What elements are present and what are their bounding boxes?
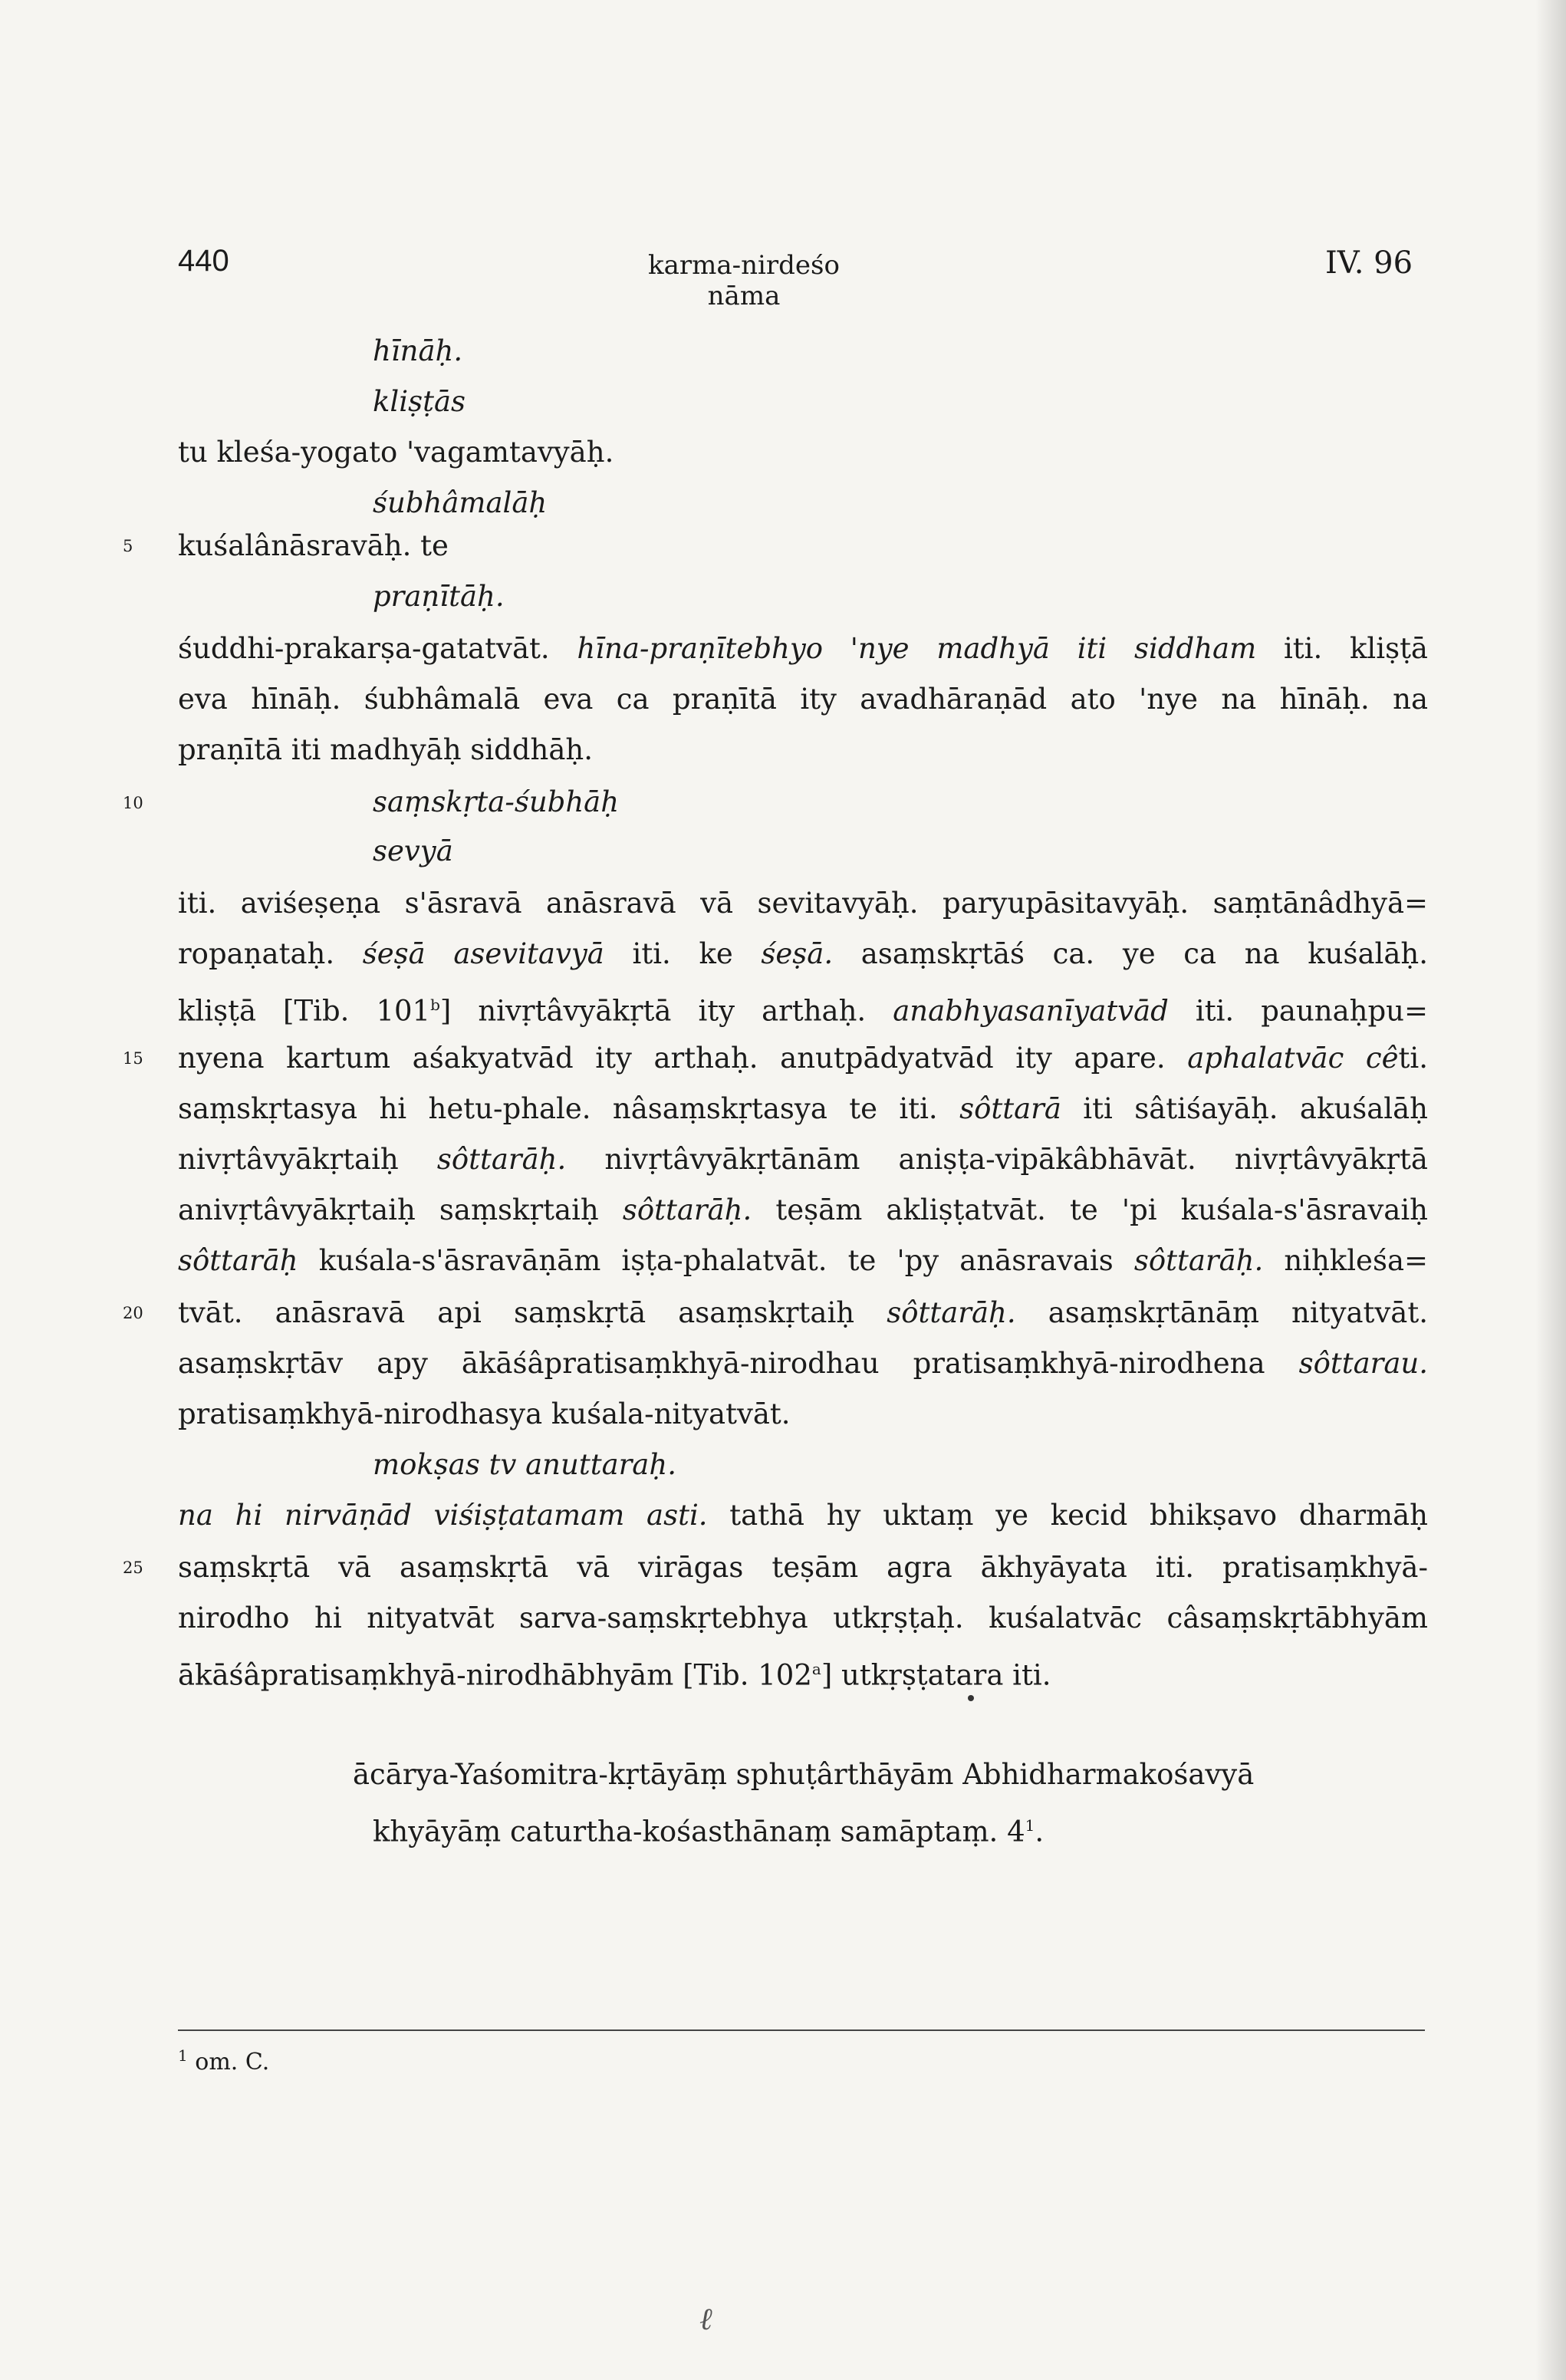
text-line (178, 523, 1428, 569)
text-line (178, 931, 1428, 977)
text-line (178, 430, 1428, 476)
running-header (0, 244, 1566, 311)
colophon-text: . (1035, 1815, 1045, 1848)
colophon-text: khyāyāṃ caturtha-kośasthānaṃ samāptaṃ. 4 (373, 1815, 1025, 1848)
verse-fragment: aphalatvāc cê (1187, 1042, 1399, 1075)
footnote-marker: 1 (178, 2046, 188, 2065)
text-span: kliṣṭā [Tib. 101 (178, 994, 431, 1028)
text-line (373, 1442, 1428, 1488)
colophon-line-1 (353, 1752, 1426, 1798)
text-line (178, 1493, 1428, 1539)
footnote-text: om. C. (195, 2049, 270, 2076)
text-span: ropaṇataḥ. (178, 937, 335, 970)
text-line (178, 1545, 1428, 1591)
colophon-line-2 (373, 1802, 1370, 1855)
footnote-rule (178, 2029, 1425, 2031)
text-span: teṣām akliṣṭatvāt. te 'pi kuśala-s'āsravaiḥ (775, 1193, 1429, 1226)
verse-fragment: saṃskṛta-śubhāḥ (373, 785, 620, 818)
verse-fragment: sôttarāḥ (178, 1244, 298, 1277)
text-span: ] utkṛṣṭatara iti. (821, 1658, 1051, 1692)
text-span: ] nivṛtâvyākṛtā ity arthaḥ. (439, 994, 867, 1028)
text-span: iti. kliṣṭā (1283, 632, 1428, 665)
text-line (178, 1187, 1428, 1233)
footnote (178, 2046, 269, 2076)
text-span: ākāśâpratisaṃkhyā-nirodhābhyām [Tib. 102 (178, 1658, 812, 1692)
footnote-ref: 1 (1025, 1816, 1035, 1835)
verse-fragment: śeṣā. (761, 937, 834, 970)
text-span: tathā hy uktaṃ ye kecid bhikṣavo dharmāḥ (729, 1499, 1429, 1532)
text-span: tvāt. anāsravā api saṃskṛtā asaṃskṛtaiḥ (178, 1296, 855, 1329)
verse-fragment: śubhâmalāḥ (373, 486, 548, 519)
verse-fragment: anabhyasanīyatvād (893, 994, 1169, 1028)
text-span: iti. aviśeṣeṇa s'āsravā anāsravā vā sevitavyāḥ. paryupāsitavyāḥ. saṃtānâdhyā= (178, 887, 1428, 920)
text-span: nyena kartum aśakyatvād ity arthaḥ. anutpādyatvād ity apare. (178, 1042, 1166, 1075)
text-span: iti sâtiśayāḥ. akuśalāḥ (1083, 1092, 1429, 1125)
superscript: a (811, 1660, 821, 1678)
verse-fragment: hīnāḥ. (373, 334, 463, 367)
colophon-text: ācārya-Yaśomitra-kṛtāyāṃ sphuṭârthāyām Abhidharmakośavyā (353, 1758, 1255, 1791)
text-span: praṇītā iti madhyāḥ siddhāḥ. (178, 733, 593, 766)
verse-fragment: sôttarāḥ. (887, 1296, 1016, 1329)
line-number-20: 20 (123, 1304, 143, 1322)
line-number-25: 25 (123, 1559, 143, 1577)
text-span: eva hīnāḥ. śubhâmalā eva ca praṇītā ity avadhāraṇād ato 'nye na hīnāḥ. na (178, 683, 1428, 716)
line-number-15: 15 (123, 1049, 143, 1068)
text-span: kuśalânāsravāḥ. te (178, 529, 449, 562)
verse-fragment: sevyā (373, 834, 453, 867)
text-line (178, 881, 1428, 927)
text-line (373, 828, 1428, 874)
text-span: asaṃskṛtāś ca. ye ca na kuśalāḥ. (860, 937, 1429, 970)
text-line (178, 1086, 1428, 1132)
text-line (373, 328, 1428, 374)
text-line (178, 1035, 1428, 1081)
text-span: pratisaṃkhyā-nirodhasya kuśala-nityatvāt. (178, 1397, 791, 1430)
text-span: śuddhi-prakarṣa-gatatvāt. (178, 632, 550, 665)
text-span: nivṛtâvyākṛtānām aniṣṭa-vipākâbhāvāt. nivṛtâvyākṛtā (604, 1143, 1428, 1176)
verse-fragment: hīna-praṇītebhyo 'nye madhyā iti siddham (577, 632, 1257, 665)
text-line (178, 1341, 1428, 1387)
text-span: asaṃskṛtāv apy ākāśâpratisaṃkhyā-nirodhau pratisaṃkhyā-nirodhena (178, 1347, 1265, 1380)
page-number: 440 (178, 244, 229, 278)
section-reference: IV. 96 (1325, 245, 1413, 281)
text-span: anivṛtâvyākṛtaiḥ saṃskṛtaiḥ (178, 1193, 599, 1226)
superscript: b (430, 996, 440, 1014)
verse-fragment: sôttarāḥ. (1133, 1244, 1264, 1277)
text-line (178, 676, 1428, 723)
text-span: saṃskṛtā vā asaṃskṛtā vā virāgas teṣām agra ākhyāyata iti. pratisaṃkhyā- (178, 1551, 1428, 1584)
text-line (178, 1391, 1428, 1437)
verse-fragment: sôttarāḥ. (622, 1193, 752, 1226)
text-line (178, 1238, 1428, 1284)
verse-fragment: sôttarāḥ. (436, 1143, 567, 1176)
verse-fragment: mokṣas tv anuttaraḥ. (373, 1448, 676, 1481)
verse-fragment: praṇītāḥ. (373, 580, 505, 613)
verse-fragment: na hi nirvāṇād viśiṣṭatamam asti. (178, 1499, 708, 1532)
text-line (178, 982, 1428, 1034)
text-line (373, 574, 1428, 620)
text-span: iti. ke (632, 937, 733, 970)
verse-fragment: sôttarā (959, 1092, 1061, 1125)
text-span: nirodho hi nityatvāt sarva-saṃskṛtebhya utkṛṣṭaḥ. kuśalatvāc câsaṃskṛtābhyām (178, 1601, 1428, 1634)
text-span: iti. paunaḥpu= (1195, 994, 1429, 1028)
text-line (178, 626, 1428, 672)
line-number-10: 10 (123, 794, 143, 812)
line-number-5: 5 (123, 537, 133, 555)
verse-fragment: sôttarau. (1298, 1347, 1429, 1380)
verse-fragment: kliṣṭās (373, 385, 466, 418)
scan-edge-shadow (1535, 0, 1566, 2380)
text-span: saṃskṛtasya hi hetu-phale. nâsaṃskṛtasya te iti. (178, 1092, 938, 1125)
text-line (178, 1646, 1428, 1698)
text-span: ti. (1398, 1042, 1428, 1075)
text-span: kuśala-s'āsravāṇām iṣṭa-phalatvāt. te 'py anāsravais (318, 1244, 1114, 1277)
text-line (373, 480, 1428, 526)
text-span: nivṛtâvyākṛtaiḥ (178, 1143, 399, 1176)
text-line (178, 727, 1428, 773)
text-line (178, 1595, 1428, 1641)
text-span: tu kleśa-yogato 'vagamtavyāḥ. (178, 436, 614, 469)
text-line (373, 379, 1428, 425)
text-line (373, 779, 1428, 825)
running-title: karma-nirdeśo nāma (648, 250, 840, 311)
stray-ink-mark: ℓ (699, 2302, 712, 2337)
text-line (178, 1290, 1428, 1336)
verse-fragment: śeṣā asevitavyā (362, 937, 604, 970)
text-span: asaṃskṛtānāṃ nityatvāt. (1048, 1296, 1428, 1329)
text-line (178, 1137, 1428, 1183)
section-dot (968, 1695, 974, 1701)
text-span: niḥkleśa= (1284, 1244, 1429, 1277)
